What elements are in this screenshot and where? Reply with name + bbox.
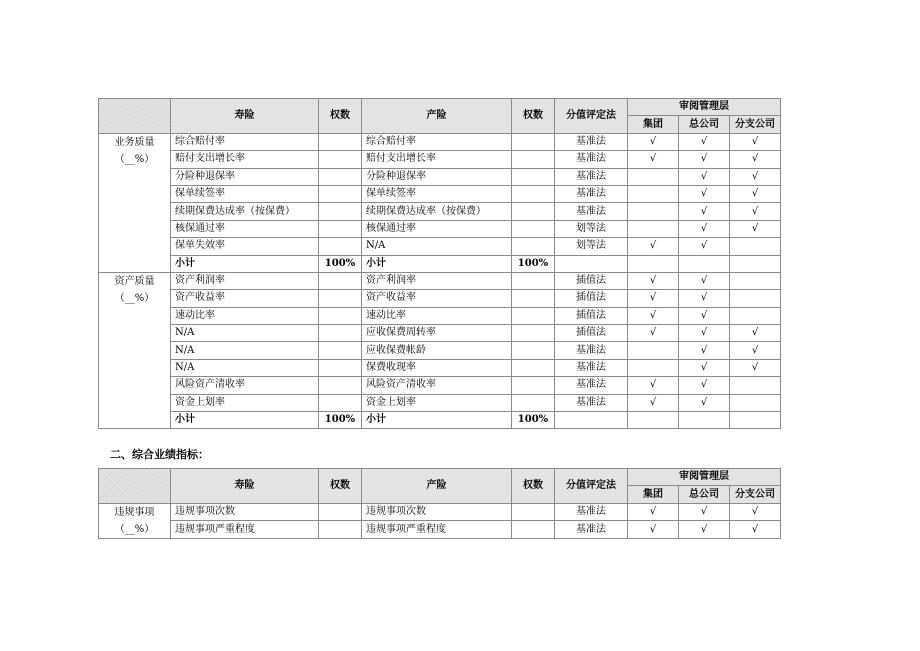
header-head-office: 总公司 xyxy=(679,486,730,503)
property-weight xyxy=(512,272,555,289)
table-row xyxy=(99,290,781,307)
branch-check xyxy=(730,272,781,289)
life-indicator: 资金上划率 xyxy=(171,394,319,411)
life-indicator: 续期保费达成率（按保费） xyxy=(171,203,319,220)
group-check xyxy=(628,220,679,237)
property-indicator: 分险种退保率 xyxy=(362,168,512,185)
header-property: 产险 xyxy=(362,99,512,134)
head-office-check: √ xyxy=(679,203,730,220)
branch-check: √ xyxy=(730,220,781,237)
header-property: 产险 xyxy=(362,469,512,504)
table-row xyxy=(99,185,781,202)
group-check: √ xyxy=(628,272,679,289)
empty-cell xyxy=(628,255,679,272)
life-indicator: 违规事项严重程度 xyxy=(171,521,319,539)
life-indicator: 综合赔付率 xyxy=(171,133,319,150)
table-row xyxy=(99,272,781,289)
branch-check xyxy=(730,394,781,411)
indicator-table-2-body xyxy=(99,503,781,538)
indicator-table-2 xyxy=(98,468,781,539)
header-life: 寿险 xyxy=(171,99,319,134)
property-weight xyxy=(512,290,555,307)
life-weight xyxy=(319,151,362,168)
property-indicator: 应收保费周转率 xyxy=(362,325,512,342)
life-weight xyxy=(319,133,362,150)
group-check xyxy=(628,185,679,202)
branch-check: √ xyxy=(730,503,781,521)
group-check: √ xyxy=(628,133,679,150)
property-indicator: 应收保费帐龄 xyxy=(362,342,512,359)
head-office-check: √ xyxy=(679,359,730,376)
life-weight xyxy=(319,272,362,289)
life-weight xyxy=(319,168,362,185)
group-check: √ xyxy=(628,377,679,394)
method-cell: 插值法 xyxy=(555,325,628,342)
category-cell xyxy=(99,133,171,272)
head-office-check: √ xyxy=(679,151,730,168)
life-indicator: 速动比率 xyxy=(171,307,319,324)
subtotal-label-2: 小计 xyxy=(362,412,512,429)
property-indicator: 资产收益率 xyxy=(362,290,512,307)
head-office-check: √ xyxy=(679,325,730,342)
life-indicator: N/A xyxy=(171,359,319,376)
subtotal-label-2: 小计 xyxy=(362,255,512,272)
group-check: √ xyxy=(628,290,679,307)
head-office-check: √ xyxy=(679,394,730,411)
property-weight xyxy=(512,220,555,237)
empty-cell xyxy=(679,255,730,272)
method-cell: 基准法 xyxy=(555,342,628,359)
empty-cell xyxy=(628,412,679,429)
method-cell: 插值法 xyxy=(555,290,628,307)
branch-check xyxy=(730,377,781,394)
group-check: √ xyxy=(628,238,679,255)
corner-header xyxy=(99,99,171,134)
life-weight xyxy=(319,307,362,324)
method-cell: 划等法 xyxy=(555,238,628,255)
group-check xyxy=(628,203,679,220)
empty-cell xyxy=(555,255,628,272)
table-row xyxy=(99,238,781,255)
indicator-table-1 xyxy=(98,98,781,429)
branch-check xyxy=(730,238,781,255)
method-cell: 基准法 xyxy=(555,151,628,168)
table-row xyxy=(99,521,781,539)
header-weight: 权数 xyxy=(319,469,362,504)
property-indicator: 违规事项严重程度 xyxy=(362,521,512,539)
head-office-check: √ xyxy=(679,342,730,359)
method-cell: 基准法 xyxy=(555,521,628,539)
method-cell: 基准法 xyxy=(555,203,628,220)
group-check: √ xyxy=(628,503,679,521)
property-weight xyxy=(512,377,555,394)
property-indicator: 资金上划率 xyxy=(362,394,512,411)
life-weight xyxy=(319,377,362,394)
life-weight xyxy=(319,521,362,539)
category-percent: （__%） xyxy=(114,292,155,304)
group-check: √ xyxy=(628,151,679,168)
property-weight xyxy=(512,238,555,255)
method-cell: 基准法 xyxy=(555,185,628,202)
header-life: 寿险 xyxy=(171,469,319,504)
method-cell: 插值法 xyxy=(555,307,628,324)
subtotal-row xyxy=(99,255,781,272)
head-office-check: √ xyxy=(679,521,730,539)
head-office-check: √ xyxy=(679,290,730,307)
property-indicator: 风险资产清收率 xyxy=(362,377,512,394)
branch-check: √ xyxy=(730,168,781,185)
header-head-office: 总公司 xyxy=(679,116,730,133)
category-label: 业务质量 xyxy=(114,136,155,148)
life-weight xyxy=(319,185,362,202)
head-office-check: √ xyxy=(679,220,730,237)
header-group: 集团 xyxy=(628,116,679,133)
table-row xyxy=(99,151,781,168)
category-percent: （__%） xyxy=(114,153,155,165)
life-indicator: N/A xyxy=(171,325,319,342)
header-branch: 分支公司 xyxy=(730,486,781,503)
header-weight: 权数 xyxy=(319,99,362,134)
group-check xyxy=(628,342,679,359)
head-office-check: √ xyxy=(679,185,730,202)
table-row xyxy=(99,220,781,237)
property-weight xyxy=(512,203,555,220)
empty-cell xyxy=(679,412,730,429)
empty-cell xyxy=(555,412,628,429)
life-weight xyxy=(319,290,362,307)
category-cell xyxy=(99,503,171,538)
property-weight xyxy=(512,359,555,376)
property-indicator: 续期保费达成率（按保费） xyxy=(362,203,512,220)
table-row xyxy=(99,394,781,411)
category-cell xyxy=(99,272,171,429)
header-group: 集团 xyxy=(628,486,679,503)
property-indicator: 保费收现率 xyxy=(362,359,512,376)
branch-check: √ xyxy=(730,185,781,202)
branch-check xyxy=(730,307,781,324)
head-office-check: √ xyxy=(679,238,730,255)
header-branch: 分支公司 xyxy=(730,116,781,133)
subtotal-weight-2: 100% xyxy=(512,255,555,272)
property-indicator: 核保通过率 xyxy=(362,220,512,237)
header-review: 审阅管理层 xyxy=(628,469,781,486)
life-weight xyxy=(319,203,362,220)
subtotal-label: 小计 xyxy=(171,412,319,429)
group-check: √ xyxy=(628,394,679,411)
method-cell: 基准法 xyxy=(555,168,628,185)
property-weight xyxy=(512,503,555,521)
table-row xyxy=(99,359,781,376)
property-weight xyxy=(512,342,555,359)
head-office-check: √ xyxy=(679,168,730,185)
life-indicator: 保单失效率 xyxy=(171,238,319,255)
table-row xyxy=(99,133,781,150)
head-office-check: √ xyxy=(679,377,730,394)
life-weight xyxy=(319,325,362,342)
life-indicator: 违规事项次数 xyxy=(171,503,319,521)
property-weight xyxy=(512,168,555,185)
head-office-check: √ xyxy=(679,272,730,289)
life-indicator: 资产利润率 xyxy=(171,272,319,289)
branch-check: √ xyxy=(730,325,781,342)
property-weight xyxy=(512,394,555,411)
property-weight xyxy=(512,151,555,168)
table-row xyxy=(99,203,781,220)
property-indicator: N/A xyxy=(362,238,512,255)
property-indicator: 保单续签率 xyxy=(362,185,512,202)
life-indicator: 赔付支出增长率 xyxy=(171,151,319,168)
table-row xyxy=(99,307,781,324)
group-check: √ xyxy=(628,521,679,539)
life-weight xyxy=(319,342,362,359)
group-check xyxy=(628,168,679,185)
header-method: 分值评定法 xyxy=(555,99,628,134)
head-office-check: √ xyxy=(679,503,730,521)
life-indicator: 分险种退保率 xyxy=(171,168,319,185)
branch-check: √ xyxy=(730,133,781,150)
corner-header xyxy=(99,469,171,504)
table-row xyxy=(99,377,781,394)
life-indicator: 风险资产清收率 xyxy=(171,377,319,394)
property-indicator: 资产利润率 xyxy=(362,272,512,289)
branch-check: √ xyxy=(730,342,781,359)
group-check: √ xyxy=(628,325,679,342)
header-weight-2: 权数 xyxy=(512,469,555,504)
category-label: 资产质量 xyxy=(114,275,155,287)
subtotal-row xyxy=(99,412,781,429)
method-cell: 基准法 xyxy=(555,394,628,411)
method-cell: 基准法 xyxy=(555,503,628,521)
section-2-title: 二、综合业绩指标： xyxy=(110,448,209,461)
head-office-check: √ xyxy=(679,307,730,324)
head-office-check: √ xyxy=(679,133,730,150)
life-weight xyxy=(319,359,362,376)
table-row xyxy=(99,503,781,521)
method-cell: 划等法 xyxy=(555,220,628,237)
category-label: 违规事项 xyxy=(114,506,155,518)
header-weight-2: 权数 xyxy=(512,99,555,134)
table-row xyxy=(99,325,781,342)
empty-cell xyxy=(730,412,781,429)
subtotal-label: 小计 xyxy=(171,255,319,272)
method-cell: 插值法 xyxy=(555,272,628,289)
property-weight xyxy=(512,185,555,202)
method-cell: 基准法 xyxy=(555,133,628,150)
branch-check xyxy=(730,290,781,307)
property-weight xyxy=(512,133,555,150)
category-percent: （__%） xyxy=(114,523,155,535)
header-method: 分值评定法 xyxy=(555,469,628,504)
property-indicator: 综合赔付率 xyxy=(362,133,512,150)
life-indicator: N/A xyxy=(171,342,319,359)
property-weight xyxy=(512,521,555,539)
property-indicator: 违规事项次数 xyxy=(362,503,512,521)
property-weight xyxy=(512,325,555,342)
life-indicator: 保单续签率 xyxy=(171,185,319,202)
header-review: 审阅管理层 xyxy=(628,99,781,116)
table-row xyxy=(99,342,781,359)
method-cell: 基准法 xyxy=(555,377,628,394)
property-weight xyxy=(512,307,555,324)
empty-cell xyxy=(730,255,781,272)
life-indicator: 资产收益率 xyxy=(171,290,319,307)
method-cell: 基准法 xyxy=(555,359,628,376)
life-indicator: 核保通过率 xyxy=(171,220,319,237)
group-check xyxy=(628,359,679,376)
table-row xyxy=(99,168,781,185)
branch-check: √ xyxy=(730,359,781,376)
life-weight xyxy=(319,394,362,411)
life-weight xyxy=(319,238,362,255)
property-indicator: 赔付支出增长率 xyxy=(362,151,512,168)
branch-check: √ xyxy=(730,203,781,220)
life-weight xyxy=(319,503,362,521)
group-check: √ xyxy=(628,307,679,324)
branch-check: √ xyxy=(730,521,781,539)
property-indicator: 速动比率 xyxy=(362,307,512,324)
subtotal-weight: 100% xyxy=(319,255,362,272)
subtotal-weight: 100% xyxy=(319,412,362,429)
subtotal-weight-2: 100% xyxy=(512,412,555,429)
life-weight xyxy=(319,220,362,237)
branch-check: √ xyxy=(730,151,781,168)
indicator-table-1-body xyxy=(99,133,781,429)
